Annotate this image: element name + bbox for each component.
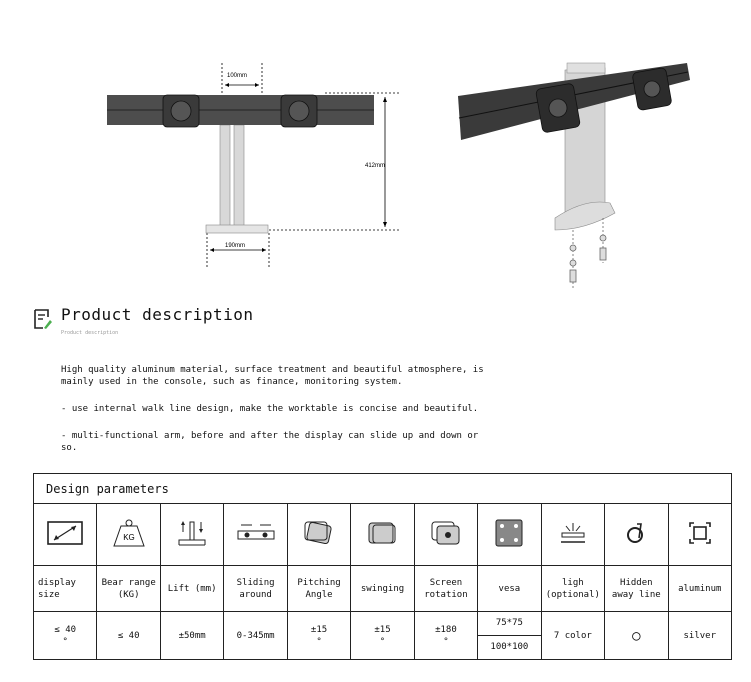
product-drawing-perspective bbox=[455, 58, 695, 293]
paragraph-multi-arm: - multi-functional arm, before and after the display can slide up and down or so. bbox=[61, 431, 479, 453]
table-row-icons bbox=[34, 504, 732, 566]
swinging-icon bbox=[365, 518, 399, 548]
label-swinging: swinging bbox=[351, 566, 414, 612]
value-hidden-line: ○ bbox=[605, 612, 668, 660]
label-lift: Lift (mm) bbox=[160, 566, 223, 612]
paragraph-walk-line: - use internal walk line design, make the worktable is concise and beautiful. bbox=[61, 404, 479, 414]
svg-text:190mm bbox=[225, 243, 245, 249]
label-pitching: Pitching Angle bbox=[287, 566, 350, 612]
dim-bottom: 190mm bbox=[225, 243, 246, 249]
value-sliding: 0-345mm bbox=[224, 612, 287, 660]
aluminum-icon bbox=[688, 521, 712, 545]
label-light: ligh (optional) bbox=[541, 566, 604, 612]
table-header: Design parameters bbox=[34, 474, 732, 504]
rotation-icon bbox=[429, 518, 463, 548]
value-vesa-small: 75*75 bbox=[495, 618, 523, 628]
design-parameters-table bbox=[33, 473, 732, 660]
lift-icon bbox=[175, 518, 209, 548]
value-display-size: ≤ 40 ° bbox=[34, 612, 97, 660]
value-vesa-large: 100*100 bbox=[478, 635, 540, 659]
dim-right: 412mm bbox=[365, 163, 386, 169]
label-aluminum: aluminum bbox=[668, 566, 731, 612]
vesa-icon bbox=[493, 517, 525, 549]
label-rotation: Screen rotation bbox=[414, 566, 477, 612]
label-sliding: Sliding around bbox=[224, 566, 287, 612]
value-swinging: ±15 ° bbox=[351, 612, 414, 660]
value-aluminum: silver bbox=[668, 612, 731, 660]
paragraph-intro: High quality aluminum material, surface treatment and beautiful atmosphere, is mainly used in the console, such as finance, monitoring system. bbox=[61, 365, 484, 387]
value-pitching: ±15 ° bbox=[287, 612, 350, 660]
label-vesa: vesa bbox=[478, 566, 541, 612]
section-title: Product description bbox=[61, 305, 254, 324]
light-icon bbox=[558, 519, 588, 547]
value-bear-range: ≤ 40 bbox=[97, 612, 160, 660]
value-vesa bbox=[478, 612, 541, 660]
svg-text:412mm bbox=[365, 163, 385, 169]
label-hidden-line: Hidden away line bbox=[605, 566, 668, 612]
weight-kg-icon bbox=[111, 518, 147, 548]
hidden-line-icon bbox=[623, 520, 649, 546]
table-row-labels bbox=[34, 566, 732, 612]
svg-text:100mm bbox=[227, 73, 247, 79]
product-drawing-front bbox=[95, 55, 415, 270]
value-light: 7 color bbox=[541, 612, 604, 660]
display-size-icon bbox=[46, 519, 84, 547]
table-row-values bbox=[34, 612, 732, 660]
label-bear-range: Bear range (KG) bbox=[97, 566, 160, 612]
pitching-icon bbox=[302, 518, 336, 548]
document-icon bbox=[33, 308, 53, 330]
sliding-icon bbox=[236, 521, 276, 545]
value-lift: ±50mm bbox=[160, 612, 223, 660]
kg-label: KG bbox=[122, 532, 135, 542]
label-display-size: display size bbox=[34, 566, 97, 612]
dim-top: 100mm bbox=[227, 73, 248, 79]
value-rotation: ±180 ° bbox=[414, 612, 477, 660]
section-subtitle: Product description bbox=[61, 330, 119, 336]
